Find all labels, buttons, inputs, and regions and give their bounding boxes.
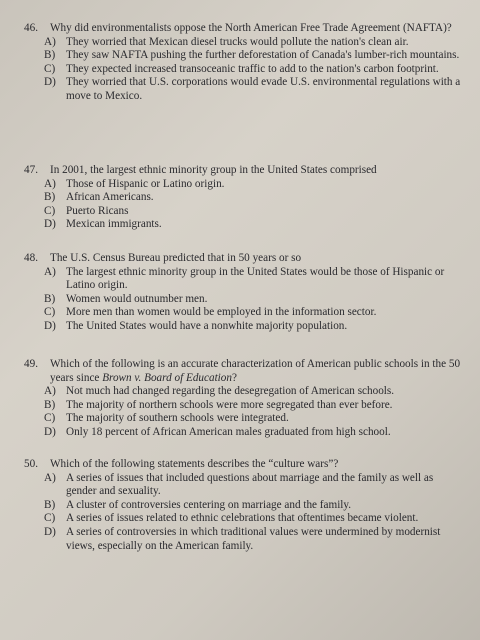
question-text: Which of the following statements describes the “culture wars”? — [50, 458, 339, 470]
option-letter: B) — [44, 49, 56, 62]
question-number: 50. — [24, 458, 38, 470]
question-49 — [24, 358, 464, 440]
answer-option-d — [44, 526, 464, 553]
answer-option-c — [44, 306, 464, 320]
option-letter: D) — [44, 319, 56, 332]
option-letter: A) — [44, 35, 56, 48]
option-letter: B) — [44, 292, 56, 305]
question-number: 47. — [24, 164, 38, 176]
option-letter: D) — [44, 76, 56, 89]
option-letter: C) — [44, 412, 56, 425]
question-47 — [24, 164, 464, 232]
question-stem — [24, 164, 464, 178]
answer-option-a — [44, 36, 464, 50]
option-letter: B) — [44, 498, 56, 511]
question-text: The U.S. Census Bureau predicted that in 50 years or so — [50, 252, 302, 264]
answer-option-a — [44, 266, 464, 293]
option-text: They worried that Mexican diesel trucks would pollute the nation's clean air. — [66, 35, 409, 48]
answer-option-b — [44, 399, 464, 413]
answer-option-a — [44, 178, 464, 192]
answer-option-c — [44, 63, 464, 77]
question-text — [50, 358, 464, 385]
option-letter: A) — [44, 177, 56, 190]
option-text: A series of issues related to ethnic celebrations that oftentimes became violent. — [66, 512, 419, 525]
option-text: The United States would have a nonwhite majority population. — [66, 319, 348, 332]
answer-option-d — [44, 218, 464, 232]
option-text: The largest ethnic minority group in the United States would be those of Hispanic or Latino origin. — [66, 265, 445, 292]
answer-option-d — [44, 76, 464, 103]
option-text: Those of Hispanic or Latino origin. — [66, 177, 225, 190]
answer-option-d — [44, 320, 464, 334]
question-text-end: ? — [231, 371, 237, 384]
question-stem — [24, 22, 464, 36]
option-text: They worried that U.S. corporations would evade U.S. environmental regulations with a move to Mexico. — [66, 76, 461, 102]
option-letter: D) — [44, 218, 56, 231]
answer-option-b — [44, 49, 464, 63]
answer-option-b — [44, 191, 464, 205]
answer-option-d — [44, 426, 464, 440]
option-letter: C) — [44, 512, 56, 525]
option-text: The majority of northern schools were more segregated than ever before. — [66, 398, 393, 411]
option-text: A series of controversies in which traditional values were undermined by modernist views, especially on the American family. — [66, 525, 441, 552]
answer-option-c — [44, 205, 464, 219]
question-46 — [24, 22, 464, 104]
answer-option-c — [44, 512, 464, 526]
option-letter: C) — [44, 204, 56, 217]
question-48 — [24, 252, 464, 334]
option-letter: A) — [44, 471, 56, 484]
option-letter: A) — [44, 385, 56, 398]
question-number: 46. — [24, 22, 38, 34]
option-text: Women would outnumber men. — [66, 292, 208, 305]
question-text: In 2001, the largest ethnic minority group in the United States comprised — [50, 164, 377, 176]
option-letter: D) — [44, 525, 56, 538]
option-text: They expected increased transoceanic traffic to add to the nation's carbon footprint. — [66, 62, 439, 75]
case-name-italic: Brown v. Board of Education — [102, 371, 232, 384]
answer-option-b — [44, 499, 464, 513]
option-text: Mexican immigrants. — [66, 218, 162, 231]
question-50 — [24, 458, 464, 553]
option-letter: B) — [44, 398, 56, 411]
answer-option-b — [44, 293, 464, 307]
option-text: A series of issues that included questions about marriage and the family as well as gender and sexuality. — [66, 471, 434, 498]
question-number: 49. — [24, 358, 38, 370]
question-stem — [24, 252, 464, 266]
question-text-part: Which of the following is an accurate characterization of American public schools in the 50 years since — [50, 358, 461, 384]
option-letter: A) — [44, 265, 56, 278]
option-letter: D) — [44, 425, 56, 438]
option-letter: C) — [44, 306, 56, 319]
option-text: Not much had changed regarding the desegregation of American schools. — [66, 385, 395, 398]
answer-option-a — [44, 472, 464, 499]
question-text: Why did environmentalists oppose the North American Free Trade Agreement (NAFTA)? — [50, 22, 452, 34]
question-number: 48. — [24, 252, 38, 264]
option-text: Only 18 percent of African American males graduated from high school. — [66, 425, 391, 438]
option-text: African Americans. — [66, 191, 154, 204]
option-letter: B) — [44, 191, 56, 204]
question-stem — [24, 358, 464, 385]
option-text: A cluster of controversies centering on marriage and the family. — [66, 498, 352, 511]
answer-option-c — [44, 412, 464, 426]
answer-option-a — [44, 385, 464, 399]
option-text: The majority of southern schools were integrated. — [66, 412, 289, 425]
option-text: More men than women would be employed in the information sector. — [66, 306, 377, 319]
question-stem — [24, 458, 464, 472]
option-text: Puerto Ricans — [66, 204, 129, 217]
option-text: They saw NAFTA pushing the further deforestation of Canada's lumber-rich mountains. — [66, 49, 460, 62]
option-letter: C) — [44, 62, 56, 75]
